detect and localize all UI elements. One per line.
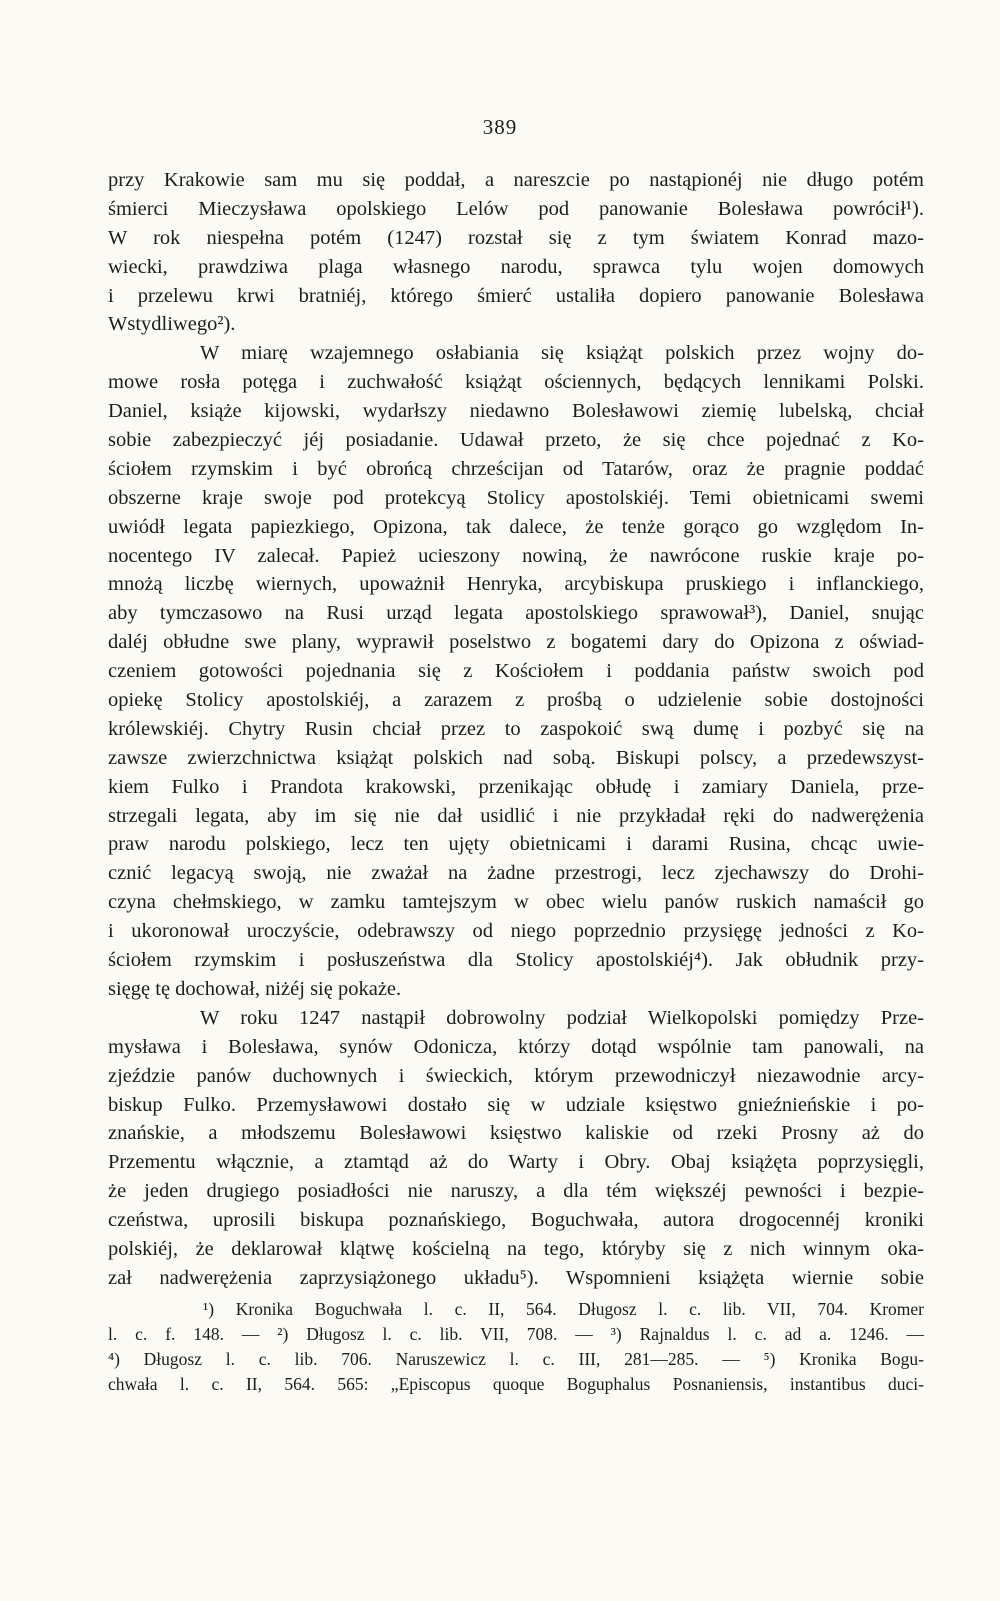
- body-line: śmierci Mieczysława opolskiego Lelów pod panowanie Bolesława powrócił¹).: [108, 197, 924, 220]
- body-line: praw narodu polskiego, lecz ten ujęty obietnicami i darami Rusina, chcąc uwie-: [108, 833, 924, 856]
- body-line: W rok niespełna potém (1247) rozstał się z tym światem Konrad mazo-: [108, 226, 924, 249]
- body-line: opiekę Stolicy apostolskiéj, a zarazem z prośbą o udzielenie sobie dostojności: [108, 689, 924, 712]
- body-line: polskiéj, że deklarował klątwę kościelną na tego, któryby się z nich winnym oka-: [108, 1237, 924, 1260]
- body-line: że jeden drugiego posiadłości nie naruszy, a dla tém większéj pewności i bezpie-: [108, 1180, 924, 1203]
- body-line: nocentego IV zalecał. Papież ucieszony nowiną, że nawrócone ruskie kraje po-: [108, 544, 924, 567]
- footnote-line: ¹) Kronika Boguchwała l. c. II, 564. Długosz l. c. lib. VII, 704. Kromer: [203, 1299, 924, 1319]
- body-line: biskup Fulko. Przemysławowi dostało się w udziale księstwo gnieźnieńskie i po-: [108, 1093, 924, 1116]
- body-line: cznić legacyą swoją, nie zważał na żadne przestrogi, lecz zjechawszy do Drohi-: [108, 862, 924, 885]
- body-line: i ukoronował uroczyście, odebrawszy od niego poprzednio przysięgę jedności z Ko-: [108, 920, 924, 943]
- page-number: 389: [482, 115, 518, 139]
- body-line: uwiódł legata papiezkiego, Opizona, tak dalece, że tenże gorąco go względom In-: [108, 515, 924, 538]
- footnotes: [108, 1297, 924, 1397]
- body-line: wiecki, prawdziwa plaga własnego narodu, sprawca tylu wojen domowych: [108, 255, 924, 278]
- body-line: sięgę tę dochował, niżéj się pokaże.: [108, 977, 402, 1000]
- footnote-line: l. c. f. 148. — ²) Długosz l. c. lib. VII, 708. — ³) Rajnaldus l. c. ad a. 1246. —: [108, 1324, 924, 1344]
- body-line: W miarę wzajemnego osłabiania się książąt polskich przez wojny do-: [200, 342, 924, 365]
- body-text: [108, 166, 924, 1293]
- body-line: mnożą liczbę wiernych, upoważnił Henryka, arcybiskupa pruskiego i inflanckiego,: [108, 573, 924, 596]
- body-line: przy Krakowie sam mu się poddał, a nareszcie po nastąpionéj nie długo potém: [108, 169, 924, 191]
- body-line: królewskiéj. Chytry Rusin chciał przez to zaspokoić swą dumę i pozbyć się na: [108, 717, 924, 740]
- body-line: Przementu włącznie, a ztamtąd aż do Warty i Obry. Obaj książęta poprzysięgli,: [108, 1151, 924, 1174]
- footnote-line: ⁴) Długosz l. c. lib. 706. Naruszewicz l. c. III, 281—285. — ⁵) Kronika Bogu-: [108, 1349, 924, 1369]
- body-line: sobie zabezpieczyć jéj posiadanie. Udawał przeto, że się chce pojednać z Ko-: [108, 429, 924, 452]
- body-line: strzegali legata, aby im się nie dał usidlić i nie przykładał ręki do nadwerężenia: [108, 804, 924, 827]
- body-line: zjeździe panów duchownych i świeckich, którym przewodniczył niezawodnie arcy-: [108, 1064, 924, 1087]
- body-line: czyna chełmskiego, w zamku tamtejszym w obec wielu panów ruskich namaścił go: [108, 891, 924, 914]
- body-line: zał nadwerężenia zaprzysiążonego układu⁵). Wspomnieni książęta wiernie sobie: [108, 1266, 924, 1289]
- body-line: znańskie, a młodszemu Bolesławowi księstwo kaliskie od rzeki Prosny aż do: [108, 1122, 924, 1145]
- footnote-line: chwała l. c. II, 564. 565: „Episcopus quoque Boguphalus Posnaniensis, instantibus duci-: [108, 1374, 924, 1394]
- body-line: daléj obłudne swe plany, wyprawił poselstwo z bogatemi dary do Opizona z oświad-: [108, 631, 924, 654]
- body-line: obszerne kraje swoje pod protekcyą Stolicy apostolskiéj. Temi obietnicami swemi: [108, 486, 924, 509]
- body-line: mysława i Bolesława, synów Odonicza, którzy dotąd wspólnie tam panowali, na: [108, 1035, 924, 1058]
- body-line: ściołem rzymskim i być obrońcą chrześcijan od Tatarów, oraz że pragnie poddać: [108, 457, 924, 480]
- body-line: ściołem rzymskim i posłuszeństwa dla Stolicy apostolskiéj⁴). Jak obłudnik przy-: [108, 949, 924, 972]
- body-line: Wstydliwego²).: [108, 313, 236, 336]
- body-line: zawsze zwierzchnictwa książąt polskich nad sobą. Biskupi polscy, a przedewszyst-: [108, 746, 924, 769]
- body-line: kiem Fulko i Prandota krakowski, przenikając obłudę i zamiary Daniela, prze-: [108, 775, 924, 798]
- body-line: mowe rosła potęga i zuchwałość książąt ościennych, będących lennikami Polski.: [108, 371, 924, 394]
- body-line: czeniem gotowości pojednania się z Kościołem i poddania państw swoich pod: [108, 660, 924, 683]
- body-line: Daniel, książe kijowski, wydarłszy niedawno Bolesławowi ziemię lubelską, chciał: [108, 400, 924, 423]
- body-line: aby tymczasowo na Rusi urząd legata apostolskiego sprawował³), Daniel, snując: [108, 602, 924, 625]
- body-line: czeństwa, uprosili biskupa poznańskiego, Boguchwała, autora drogocennéj kroniki: [108, 1209, 924, 1232]
- body-line: W roku 1247 nastąpił dobrowolny podział Wielkopolski pomiędzy Prze-: [200, 1006, 924, 1029]
- body-line: i przelewu krwi bratniéj, którego śmierć ustaliła dopiero panowanie Bolesława: [108, 284, 924, 307]
